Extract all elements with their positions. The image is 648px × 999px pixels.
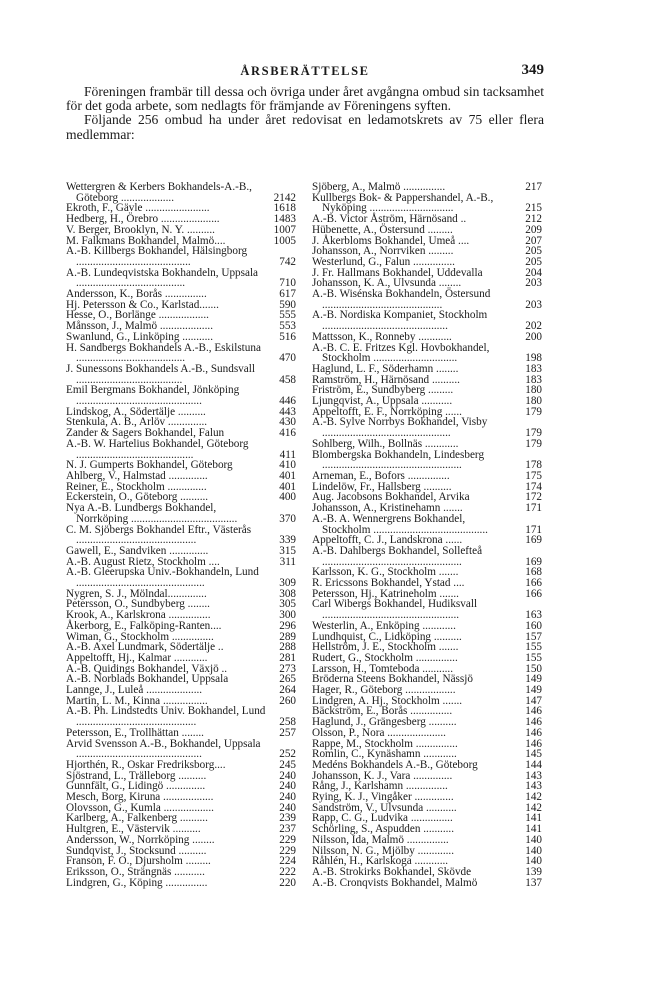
- left-column-list: [66, 182, 296, 888]
- list-item: [66, 525, 296, 546]
- ombud-name: Petersson, O., Sundbyberg ........: [66, 598, 210, 611]
- list-item: [312, 546, 542, 567]
- ombud-name: Lindelöw, Fr., Hallsberg ..........: [312, 480, 452, 493]
- member-count: 160: [525, 619, 542, 632]
- member-count: 141: [525, 812, 542, 825]
- member-count: 1005: [273, 234, 296, 247]
- member-count: 229: [279, 833, 296, 846]
- member-count: 142: [525, 791, 542, 804]
- ombud-name: Åkerborg, E., Falköping-Ranten....: [66, 619, 222, 632]
- list-item: [312, 289, 542, 310]
- member-count: 140: [525, 844, 542, 857]
- ombud-name: Mesch, Borg, Kiruna ..................: [66, 791, 214, 804]
- member-count: 174: [525, 480, 542, 493]
- ombud-name: Ekroth, F., Gävle .......................: [66, 202, 210, 215]
- ombud-name: Rapp, C. G., Ludvika ...............: [312, 812, 453, 825]
- ombud-name: A.-B. Lundeqvistska Bokhandeln, Uppsala .......................................: [66, 266, 259, 290]
- ombud-name: Sandström, V., Ulvsunda ...........: [312, 801, 457, 814]
- member-count: 217: [525, 181, 542, 193]
- ombud-name: Swanlund, G., Linköping ...........: [66, 330, 213, 343]
- member-count: 516: [279, 330, 296, 343]
- ombud-name: A.-B. Nordiska Kompaniet, Stockholm .............................................: [312, 309, 488, 333]
- member-count: 171: [525, 502, 542, 515]
- member-count: 183: [525, 362, 542, 375]
- ombud-name: Arvid Svensson A.-B., Bokhandel, Uppsala .............................................: [66, 737, 261, 761]
- ombud-name: A.-B. Gleerupska Univ.-Bokhandeln, Lund ..............................................: [66, 566, 259, 590]
- list-item: [312, 225, 542, 236]
- ombud-name: A.-B. Killbergs Bokhandel, Hälsingborg .........................................: [66, 245, 248, 268]
- ombud-name: Wiman, G., Stockholm ...............: [66, 630, 214, 643]
- ombud-name: Hedberg, H., Örebro .....................: [66, 213, 220, 226]
- member-count: 257: [279, 726, 296, 739]
- ombud-name: Sjöstrand, L., Trälleborg ..........: [66, 769, 207, 782]
- ombud-name: Rappe, M., Stockholm ...............: [312, 737, 458, 750]
- ombud-name: Rång, J., Karlshamn ...............: [312, 780, 448, 793]
- ombud-name: Medéns Bokhandels A.-B., Göteborg: [312, 758, 478, 771]
- member-count: 179: [525, 427, 542, 440]
- list-item: [312, 728, 542, 739]
- member-count: 446: [279, 395, 296, 408]
- ombud-name: A.-B. Dahlbergs Bokhandel, Sollefteå ..................................................: [312, 544, 483, 568]
- member-count: 137: [525, 876, 542, 889]
- list-item: [66, 225, 296, 236]
- member-count: 171: [525, 523, 542, 536]
- ombud-name: Hultgren, E., Västervik ..........: [66, 823, 201, 836]
- member-count: 157: [525, 630, 542, 643]
- member-count: 149: [525, 673, 542, 686]
- ombud-name: Hj. Petersson & Co., Karlstad.......: [66, 298, 219, 311]
- member-count: 140: [525, 855, 542, 868]
- list-item: [66, 364, 296, 385]
- member-count: 169: [525, 534, 542, 547]
- member-count: 430: [279, 416, 296, 429]
- ombud-name: Westerlund, G., Falun ...............: [312, 255, 455, 268]
- ombud-name: Romlin, C., Kynäshamn ............: [312, 748, 457, 761]
- member-count: 179: [525, 437, 542, 450]
- member-count: 555: [279, 309, 296, 322]
- member-count: 146: [525, 737, 542, 750]
- list-item: [312, 417, 542, 438]
- member-count: 590: [279, 298, 296, 311]
- ombud-name: M. Falkmans Bokhandel, Malmö....: [66, 234, 226, 247]
- list-item: [66, 246, 296, 267]
- member-count: 146: [525, 726, 542, 739]
- ombud-name: Lundhquist, C., Lidköping ..........: [312, 630, 462, 643]
- ombud-name: Blombergska Bokhandeln, Lindesberg ..................................................: [312, 448, 485, 472]
- ombud-name: C. M. Sjöbergs Bokhandel Eftr., Västerås ...........................................: [66, 523, 252, 547]
- member-count: 141: [525, 823, 542, 836]
- list-item: [66, 728, 296, 739]
- member-count: 300: [279, 609, 296, 622]
- member-count: 149: [525, 684, 542, 697]
- ombud-name: A.-B. Victor Åström, Härnösand ..: [312, 213, 467, 226]
- member-count: 370: [279, 512, 296, 525]
- ombud-name: Rudert, G., Stockholm ...............: [312, 651, 458, 664]
- list-item: [66, 739, 296, 760]
- list-item: [66, 268, 296, 289]
- member-count: 273: [279, 662, 296, 675]
- member-count: 205: [525, 255, 542, 268]
- ombud-name: Ramström, H., Härnösand ..........: [312, 373, 460, 386]
- member-count: 240: [279, 801, 296, 814]
- member-count: 203: [525, 298, 542, 311]
- ombud-name: Zander & Sagers Bokhandel, Falun: [66, 427, 225, 440]
- ombud-name: Nygren, S. J., Mölndal..............: [66, 587, 207, 600]
- ombud-name: A.-B. Ph. Lindstedts Univ. Bokhandel, Lund ...........................................: [66, 705, 266, 729]
- list-item: [66, 343, 296, 364]
- ombud-name: A.-B. Norblads Bokhandel, Uppsala: [66, 673, 229, 686]
- member-count: 180: [525, 395, 542, 408]
- member-count: 224: [279, 855, 296, 868]
- ombud-name: A.-B. Wisénska Bokhandeln, Östersund ...........................................: [312, 288, 491, 311]
- member-count: 172: [525, 491, 542, 504]
- member-count: 146: [525, 716, 542, 729]
- ombud-name: Schörling, S., Aspudden ...........: [312, 823, 455, 836]
- member-count: 143: [525, 780, 542, 793]
- member-count: 166: [525, 577, 542, 590]
- ombud-name: A.-B. Quidings Bokhandel, Växjö ..: [66, 662, 228, 675]
- list-item: [66, 182, 296, 203]
- list-item: [66, 621, 296, 632]
- member-count: 198: [525, 352, 542, 365]
- ombud-name: N. J. Gumperts Bokhandel, Göteborg: [66, 459, 233, 472]
- member-count: 288: [279, 641, 296, 654]
- list-item: [312, 599, 542, 620]
- member-count: 239: [279, 812, 296, 825]
- ombud-name: A.-B. Cronqvists Bokhandel, Malmö: [312, 876, 478, 889]
- ombud-name: Hübenette, A., Östersund .........: [312, 223, 453, 236]
- member-count: 178: [525, 459, 542, 472]
- list-item: [312, 450, 542, 471]
- member-count: 410: [279, 459, 296, 472]
- ombud-name: J. Fr. Hallmans Bokhandel, Uddevalla: [312, 266, 483, 279]
- member-count: 169: [525, 555, 542, 568]
- member-count: 205: [525, 245, 542, 258]
- ombud-name: Lannge, J., Luleå ....................: [66, 684, 203, 697]
- list-item: [66, 503, 296, 524]
- ombud-name: Råhlén, H., Karlskoga ............: [312, 855, 449, 868]
- ombud-name: Gunnfält, G., Lidingö ..............: [66, 780, 206, 793]
- member-count: 260: [279, 694, 296, 707]
- ombud-name: Lindgren, G., Köping ...............: [66, 876, 208, 889]
- list-item: [312, 332, 542, 343]
- ombud-name: Bröderna Steens Bokhandel, Nässjö: [312, 673, 473, 686]
- member-count: 443: [279, 405, 296, 418]
- ombud-name: Kullbergs Bok- & Pappershandel, A.-B., Nyköping ..............................: [312, 191, 494, 215]
- ombud-name: Eriksson, O., Strängnäs ...........: [66, 866, 205, 878]
- ombud-name: Reiner, E., Stockholm ..............: [66, 480, 207, 493]
- intro-text: [66, 85, 544, 142]
- ombud-name: Mattsson, K., Ronneby ............: [312, 330, 452, 343]
- ombud-name: Andersson, W., Norrköping ........: [66, 833, 215, 846]
- list-item: [66, 835, 296, 846]
- member-count: 204: [525, 266, 542, 279]
- member-count: 163: [525, 609, 542, 622]
- member-count: 401: [279, 469, 296, 482]
- ombud-name: Hager, R., Göteborg ..................: [312, 684, 456, 697]
- list-item: [66, 567, 296, 588]
- ombud-name: Nilsson, N. G., Mjölby .............: [312, 844, 455, 857]
- ombud-name: Larsson, H., Tomteboda ...........: [312, 662, 454, 675]
- member-count: 166: [525, 587, 542, 600]
- intro-paragraph: Följande 256 ombud ha under året redovisat en ledamotskrets av 75 eller flera medlemmar:: [66, 112, 544, 142]
- ombud-name: Karlberg, A., Falkenberg ..........: [66, 812, 208, 825]
- member-count: 200: [525, 330, 542, 343]
- list-item: [66, 332, 296, 343]
- member-count: 458: [279, 373, 296, 386]
- list-item: [66, 878, 296, 889]
- list-item: [66, 706, 296, 727]
- member-count: 222: [279, 866, 296, 878]
- member-count: 315: [279, 544, 296, 557]
- member-count: 150: [525, 662, 542, 675]
- ombud-name: Aug. Jacobsons Bokhandel, Arvika: [312, 491, 470, 504]
- ombud-name: Franson, F. O., Djursholm .........: [66, 855, 211, 868]
- member-count: 175: [525, 469, 542, 482]
- ombud-name: Haglund, J., Grängesberg ..........: [312, 716, 457, 729]
- page-number: 349: [521, 62, 544, 78]
- ombud-name: Arneman, E., Bofors ...............: [312, 469, 450, 482]
- ombud-name: Appeltofft, Hj., Kalmar ............: [66, 651, 208, 664]
- member-count: 617: [279, 288, 296, 301]
- ombud-name: Hjorthén, R., Oskar Fredriksborg....: [66, 758, 226, 771]
- ombud-name: Hesse, O., Borlänge ..................: [66, 309, 209, 322]
- ombud-name: Ljungqvist, A., Uppsala ...........: [312, 395, 453, 408]
- member-count: 265: [279, 673, 296, 686]
- list-item: [312, 621, 542, 632]
- member-count: 411: [279, 448, 296, 461]
- member-count: 339: [279, 534, 296, 547]
- member-count: 264: [279, 684, 296, 697]
- member-count: 237: [279, 823, 296, 836]
- member-count: 212: [525, 213, 542, 226]
- ombud-name: Carl Wibergs Bokhandel, Hudiksvall .................................................: [312, 598, 478, 622]
- member-count: 229: [279, 844, 296, 857]
- member-count: 145: [525, 748, 542, 761]
- ombud-name: Hellström, J. E., Stockholm .......: [312, 641, 459, 654]
- right-column-list: [312, 182, 542, 888]
- member-count: 742: [279, 255, 296, 268]
- ombud-name: Emil Bergmans Bokhandel, Jönköping .............................................: [66, 384, 240, 408]
- member-count: 180: [525, 384, 542, 397]
- member-count: 252: [279, 748, 296, 761]
- member-count: 258: [279, 716, 296, 729]
- ombud-name: Martin, L. M., Kinna ................: [66, 694, 208, 707]
- member-count: 470: [279, 352, 296, 365]
- member-count: 1483: [273, 213, 296, 226]
- member-count: 240: [279, 791, 296, 804]
- member-count: 203: [525, 277, 542, 290]
- ombud-name: Olovsson, G., Kumla ..................: [66, 801, 214, 814]
- list-item: [312, 343, 542, 364]
- member-count: 140: [525, 833, 542, 846]
- member-count: 147: [525, 694, 542, 707]
- ombud-name: Sundqvist, J., Stocksund ..........: [66, 844, 207, 857]
- ombud-name: Karlsson, K. G., Stockholm .......: [312, 566, 459, 579]
- list-item: [312, 310, 542, 331]
- ombud-name: Nya A.-B. Lundbergs Bokhandel, Norrköping ......................................: [66, 502, 238, 525]
- member-count: 209: [525, 223, 542, 236]
- member-count: 240: [279, 780, 296, 793]
- ombud-name: Haglund, L. F., Söderhamn ........: [312, 362, 459, 375]
- member-count: 308: [279, 587, 296, 600]
- ombud-name: Petersson, Hj., Katrineholm .......: [312, 587, 459, 600]
- ombud-name: Westerlin, A., Enköping ............: [312, 619, 456, 632]
- ombud-name: A.-B. Strokirks Bokhandel, Skövde: [312, 866, 472, 878]
- ombud-name: Ahlberg, V., Halmstad ..............: [66, 469, 208, 482]
- ombud-name: Andersson, K., Borås ...............: [66, 288, 207, 301]
- ombud-name: Sjöberg, A., Malmö ...............: [312, 181, 446, 193]
- member-count: 143: [525, 769, 542, 782]
- member-count: 142: [525, 801, 542, 814]
- ombud-name: Johansson, K. A., Ulvsunda ........: [312, 277, 462, 290]
- member-count: 401: [279, 480, 296, 493]
- ombud-name: Nilsson, Ida, Malmö ...............: [312, 833, 449, 846]
- ombud-name: A.-B. August Rietz, Stockholm ....: [66, 555, 220, 568]
- ombud-name: A.-B. C. E. Fritzes Kgl. Hovbokhandel, Stockholm ..............................: [312, 341, 490, 365]
- ombud-name: Olsson, P., Nora .....................: [312, 726, 446, 739]
- ombud-name: A.-B. W. Hartelius Bokhandel, Göteborg ..........................................: [66, 437, 249, 461]
- member-count: 289: [279, 630, 296, 643]
- ombud-name: Sohlberg, Wilh., Bollnäs ............: [312, 437, 459, 450]
- ombud-name: Rying, K. J., Vingåker ..............: [312, 791, 454, 804]
- list-item: [312, 878, 542, 889]
- member-count: 309: [279, 577, 296, 590]
- member-count: 220: [279, 876, 296, 889]
- member-count: 207: [525, 234, 542, 247]
- member-count: 416: [279, 427, 296, 440]
- member-count: 155: [525, 641, 542, 654]
- member-count: 296: [279, 619, 296, 632]
- member-count: 1007: [273, 223, 296, 236]
- member-count: 553: [279, 320, 296, 333]
- ombud-name: Wettergren & Kerbers Bokhandels-A.-B., Göteborg ...................: [66, 181, 252, 204]
- ombud-name: Krook, A., Karlskrona ...............: [66, 609, 211, 622]
- member-count: 2142: [273, 191, 296, 204]
- list-item: [312, 193, 542, 214]
- member-count: 245: [279, 758, 296, 771]
- member-count: 710: [279, 277, 296, 290]
- ombud-name: Bäckström, E., Borås ...............: [312, 705, 453, 718]
- ombud-name: Gawell, E., Sandviken ..............: [66, 544, 209, 557]
- running-title: ÅRSBERÄTTELSE: [240, 64, 370, 78]
- ombud-name: Johansson, K. J., Vara ..............: [312, 769, 453, 782]
- member-count: 311: [279, 555, 296, 568]
- member-count: 155: [525, 651, 542, 664]
- member-count: 305: [279, 598, 296, 611]
- ombud-name: Appeltofft, C. J., Landskrona ......: [312, 534, 463, 547]
- ombud-name: V. Berger, Brooklyn, N. Y. ..........: [66, 223, 215, 236]
- member-count: 281: [279, 651, 296, 664]
- member-count: 400: [279, 491, 296, 504]
- member-count: 146: [525, 705, 542, 718]
- ombud-name: Appeltofft, E. F., Norrköping ......: [312, 405, 462, 418]
- ombud-name: J. Sunessons Bokhandels A.-B., Sundsvall ......................................: [66, 362, 255, 386]
- ombud-name: Friström, E., Sundbyberg .........: [312, 384, 454, 397]
- list-item: [312, 835, 542, 846]
- member-count: 202: [525, 320, 542, 333]
- page-header: [66, 62, 544, 82]
- list-item: [312, 514, 542, 535]
- ombud-name: Lindskog, A., Södertälje ..........: [66, 405, 206, 418]
- member-count: 139: [525, 866, 542, 878]
- list-item: [66, 385, 296, 406]
- member-count: 144: [525, 758, 542, 771]
- member-count: 179: [525, 405, 542, 418]
- ombud-name: Johansson, A., Norrviken .........: [312, 245, 454, 258]
- ombud-name: A.-B. A. Wennergrens Bokhandel, Stockholm .........................................: [312, 512, 488, 536]
- ombud-name: Johansson, A., Kristinehamn .......: [312, 502, 463, 515]
- member-count: 215: [525, 202, 542, 215]
- ombud-name: A.-B. Axel Lundmark, Södertälje ..: [66, 641, 224, 654]
- ombud-name: R. Ericssons Bokhandel, Ystad ....: [312, 577, 465, 590]
- member-count: 168: [525, 566, 542, 579]
- ombud-name: Månsson, J., Malmö ...................: [66, 320, 213, 333]
- ombud-name: Petersson, E., Trollhättan ........: [66, 726, 204, 739]
- member-count: 240: [279, 769, 296, 782]
- list-item: [66, 439, 296, 460]
- intro-paragraph: Föreningen frambär till dessa och övriga under året avgångna ombud sin tacksamhet för det goda arbete, som nedlagts för främjande av Föreningens syften.: [66, 84, 544, 114]
- ombud-name: Eckerstein, O., Göteborg ..........: [66, 491, 209, 504]
- list-item: [66, 546, 296, 557]
- ombud-name: A.-B. Sylve Norrbys Bokhandel, Visby ..............................................: [312, 416, 488, 440]
- ombud-name: H. Sandbergs Bokhandels A.-B., Eskilstuna .......................................: [66, 341, 261, 365]
- list-item: [312, 439, 542, 450]
- member-count: 183: [525, 373, 542, 386]
- member-count: 1618: [273, 202, 296, 215]
- ombud-name: Stenkula, A. B., Arlöv ..............: [66, 416, 208, 429]
- ombud-name: Lindgren, A. Hj., Stockholm .......: [312, 694, 463, 707]
- ombud-name: J. Åkerbloms Bokhandel, Umeå ....: [312, 234, 470, 247]
